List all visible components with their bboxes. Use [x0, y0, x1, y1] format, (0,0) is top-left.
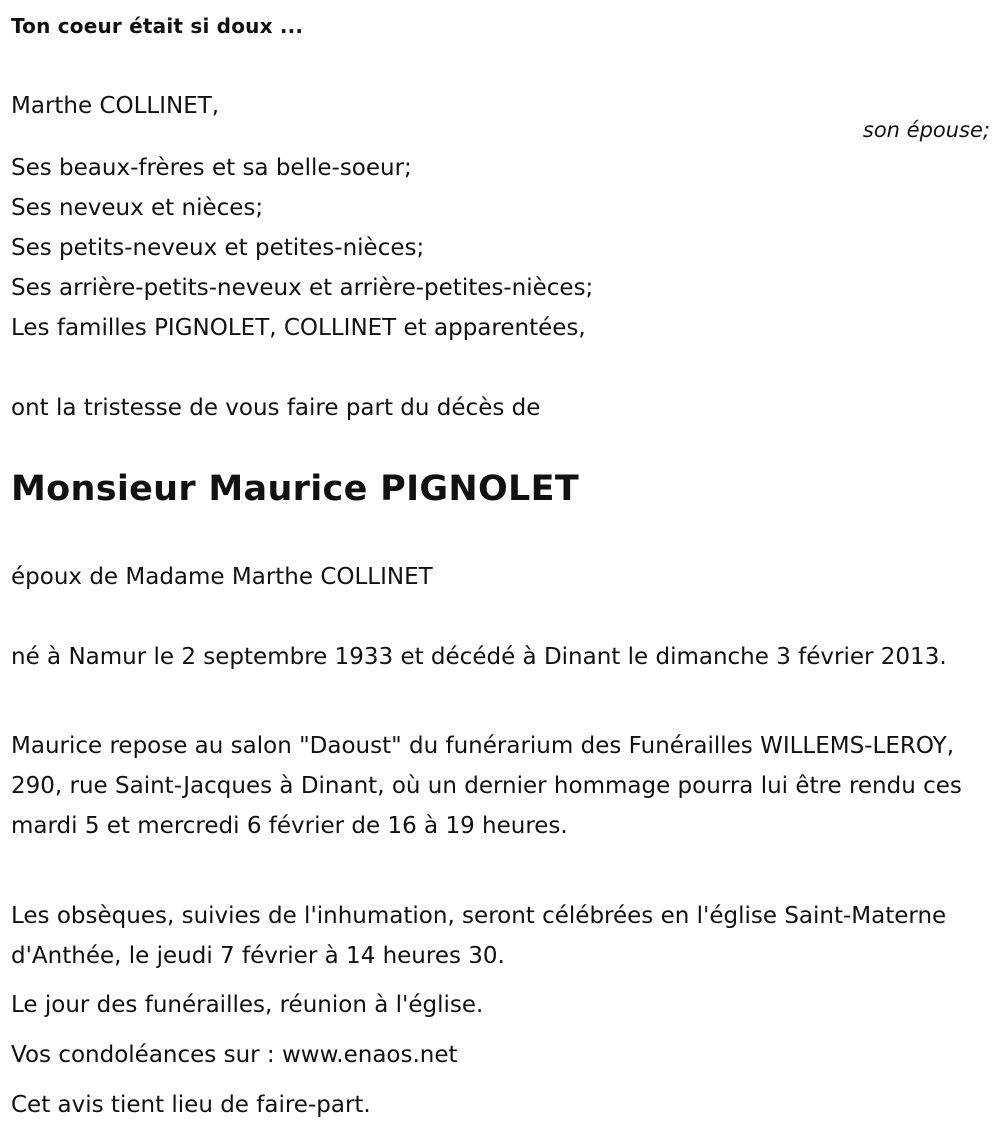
family-grand-nephews-nieces: Ses petits-neveux et petites-nièces;: [11, 235, 425, 261]
birth-death-paragraph: né à Namur le 2 septembre 1933 et décédé à Dinant le dimanche 3 février 2013.: [11, 644, 947, 670]
family-in-laws: Ses beaux-frères et sa belle-soeur;: [11, 155, 412, 181]
funeral-paragraph: Les obsèques, suivies de l'inhumation, seront célébrées en l'église Saint-Materne d'Anthée, le jeudi 7 février à 14 heures 30.: [11, 903, 947, 969]
repose-paragraph: Maurice repose au salon "Daoust" du funérarium des Funérailles WILLEMS-LEROY, 290, rue Saint-Jacques à Dinant, où un dernier hommage pourra lui être rendu ces mardi 5 et mercredi 6 février de 16 à 19 heures.: [11, 733, 962, 839]
condolences-paragraph: Vos condoléances sur : www.enaos.net: [11, 1042, 458, 1068]
notice-paragraph: Cet avis tient lieu de faire-part.: [11, 1092, 371, 1118]
family-related-families: Les familles PIGNOLET, COLLINET et apparentées,: [11, 315, 586, 341]
intro-heading: Ton coeur était si doux ...: [11, 14, 304, 38]
wife-role: son épouse;: [862, 118, 990, 142]
deceased-name: Monsieur Maurice PIGNOLET: [11, 469, 580, 509]
gathering-paragraph: Le jour des funérailles, réunion à l'église.: [11, 992, 484, 1018]
wife-name: Marthe COLLINET,: [11, 93, 220, 119]
spouse-line: époux de Madame Marthe COLLINET: [11, 564, 433, 590]
family-nephews-nieces: Ses neveux et nièces;: [11, 195, 264, 221]
family-list: [11, 148, 593, 348]
announcement-text: ont la tristesse de vous faire part du décès de: [11, 395, 541, 421]
family-great-grand-nephews-nieces: Ses arrière-petits-neveux et arrière-petites-nièces;: [11, 275, 594, 301]
